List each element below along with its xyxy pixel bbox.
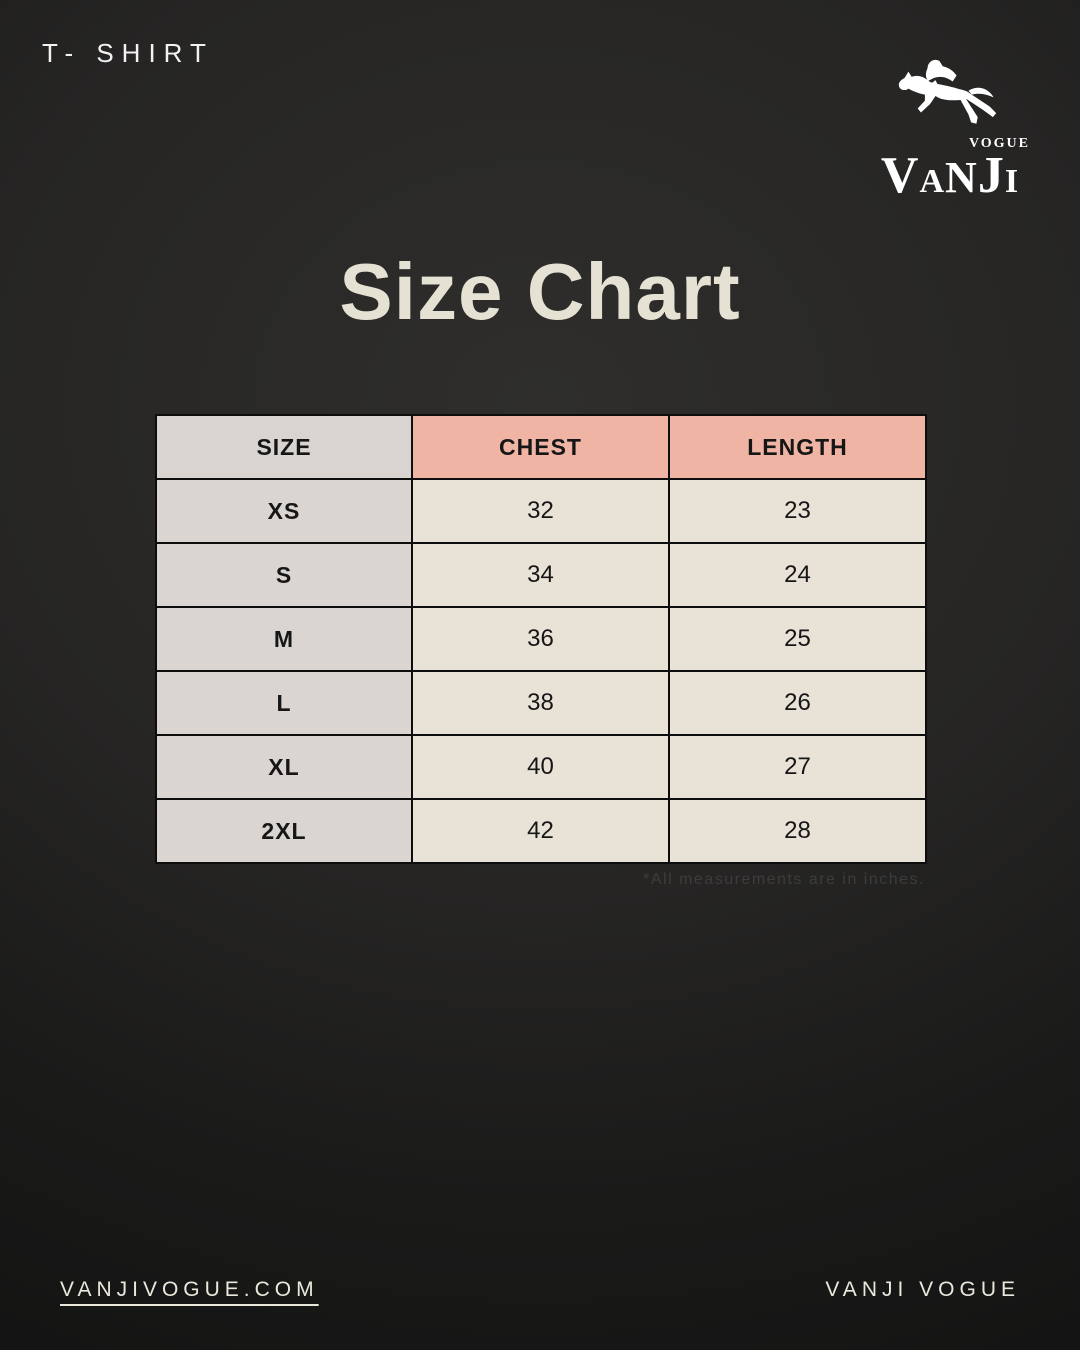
column-header-length: LENGTH (669, 415, 926, 479)
measurements-note: *All measurements are in inches. (643, 871, 925, 888)
table-row (156, 543, 926, 607)
brand-sub-label: VOGUE (968, 136, 1030, 151)
brand-wordmark (860, 136, 1040, 204)
size-table-body (156, 479, 926, 863)
footer (60, 1278, 1020, 1302)
measurement-cell: 32 (412, 479, 669, 543)
measurement-cell: 38 (412, 671, 669, 735)
size-table-header-row (156, 415, 926, 479)
measurement-cell: 40 (412, 735, 669, 799)
measurement-cell: 26 (669, 671, 926, 735)
size-label-cell: S (156, 543, 412, 607)
measurement-cell: 27 (669, 735, 926, 799)
table-row (156, 607, 926, 671)
measurement-cell: 42 (412, 799, 669, 863)
measurement-cell: 23 (669, 479, 926, 543)
table-row (156, 799, 926, 863)
column-header-size: SIZE (156, 415, 412, 479)
size-table (155, 414, 927, 864)
measurement-cell: 34 (412, 543, 669, 607)
footer-brand-name: VANJI VOGUE (825, 1278, 1020, 1301)
website-link[interactable]: VANJIVOGUE.COM (60, 1278, 319, 1301)
measurement-cell: 28 (669, 799, 926, 863)
size-table-section (155, 414, 925, 889)
size-label-cell: XL (156, 735, 412, 799)
measurement-cell: 36 (412, 607, 669, 671)
measurement-cell: 24 (669, 543, 926, 607)
size-label-cell: 2XL (156, 799, 412, 863)
table-row (156, 671, 926, 735)
table-row (156, 735, 926, 799)
size-label-cell: L (156, 671, 412, 735)
measurement-cell: 25 (669, 607, 926, 671)
column-header-chest: CHEST (412, 415, 669, 479)
size-label-cell: XS (156, 479, 412, 543)
page-title: Size Chart (339, 247, 741, 336)
brand-name: VANJI (880, 147, 1020, 204)
product-label: T- SHIRT (42, 38, 214, 68)
size-label-cell: M (156, 607, 412, 671)
table-row (156, 479, 926, 543)
brand-logo (860, 48, 1040, 202)
jumping-horse-icon (884, 48, 1016, 144)
